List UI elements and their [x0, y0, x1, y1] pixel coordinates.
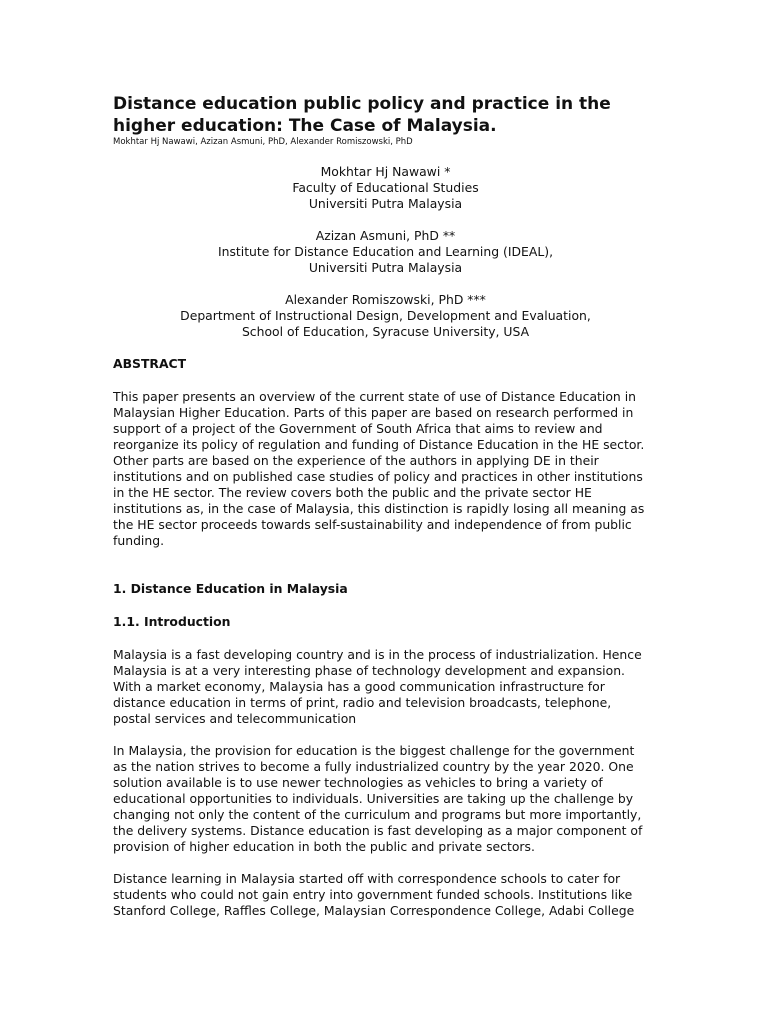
document-page [113, 93, 658, 935]
author-affiliation-2: Azizan Asmuni, PhD ** Institute for Distance Education and Learning (IDEAL), Universiti Putra Malaysia [217, 228, 554, 275]
subsection-heading: 1.1. Introduction [113, 614, 231, 629]
author-affiliation-3: Alexander Romiszowski, PhD *** Department of Instructional Design, Development and Evaluation, School of Education, Syracuse University, USA [180, 292, 591, 339]
body-paragraph-1: Malaysia is a fast developing country and is in the process of industrialization. Hence Malaysia is at a very interesting phase of technology development and expansion. With a market economy, Malaysia has a good communication infrastructure for distance education in terms of print, radio and television broadcasts, telephone, postal services and telecommunication [113, 647, 642, 726]
spacer [113, 565, 658, 581]
author-affiliation-1: Mokhtar Hj Nawawi * Faculty of Educational Studies Universiti Putra Malaysia [292, 164, 479, 211]
abstract-text: This paper presents an overview of the current state of use of Distance Education in Malaysian Higher Education. Parts of this paper are based on research performed in support of a project of the Government of South Africa that aims to review and reorganize its policy of regulation and funding of Distance Education in the HE sector. Other parts are based on the experience of the authors in applying DE in their institutions and on published case studies of policy and practices in other institutions in the HE sector. The review covers both the public and the private sector HE institutions as, in the case of Malaysia, this distinction is rapidly losing all meaning as the HE sector proceeds towards self-sustainability and independence of from public funding. [113, 389, 645, 548]
body-paragraph-3: Distance learning in Malaysia started off with correspondence schools to cater for students who could not gain entry into government funded schools. Institutions like Stanford College, Raffles College, Malaysian Correspondence College, Adabi College [113, 871, 635, 918]
abstract-heading: ABSTRACT [113, 356, 187, 371]
section-heading: 1. Distance Education in Malaysia [113, 581, 348, 596]
author-byline: Mokhtar Hj Nawawi, Azizan Asmuni, PhD, Alexander Romiszowski, PhD [113, 137, 413, 147]
body-paragraph-2: In Malaysia, the provision for education is the biggest challenge for the government as the nation strives to become a fully industrialized country by the year 2020. One solution available is to use newer technologies as vehicles to bring a variety of educational opportunities to individuals. Universities are taking up the challenge by changing not only the content of the curriculum and programs but more importantly, the delivery systems. Distance education is fast developing as a major component of provision of higher education in both the public and private sectors. [113, 743, 643, 854]
paper-title: Distance education public policy and practice in the higher education: The Case of Malaysia. [113, 94, 611, 136]
